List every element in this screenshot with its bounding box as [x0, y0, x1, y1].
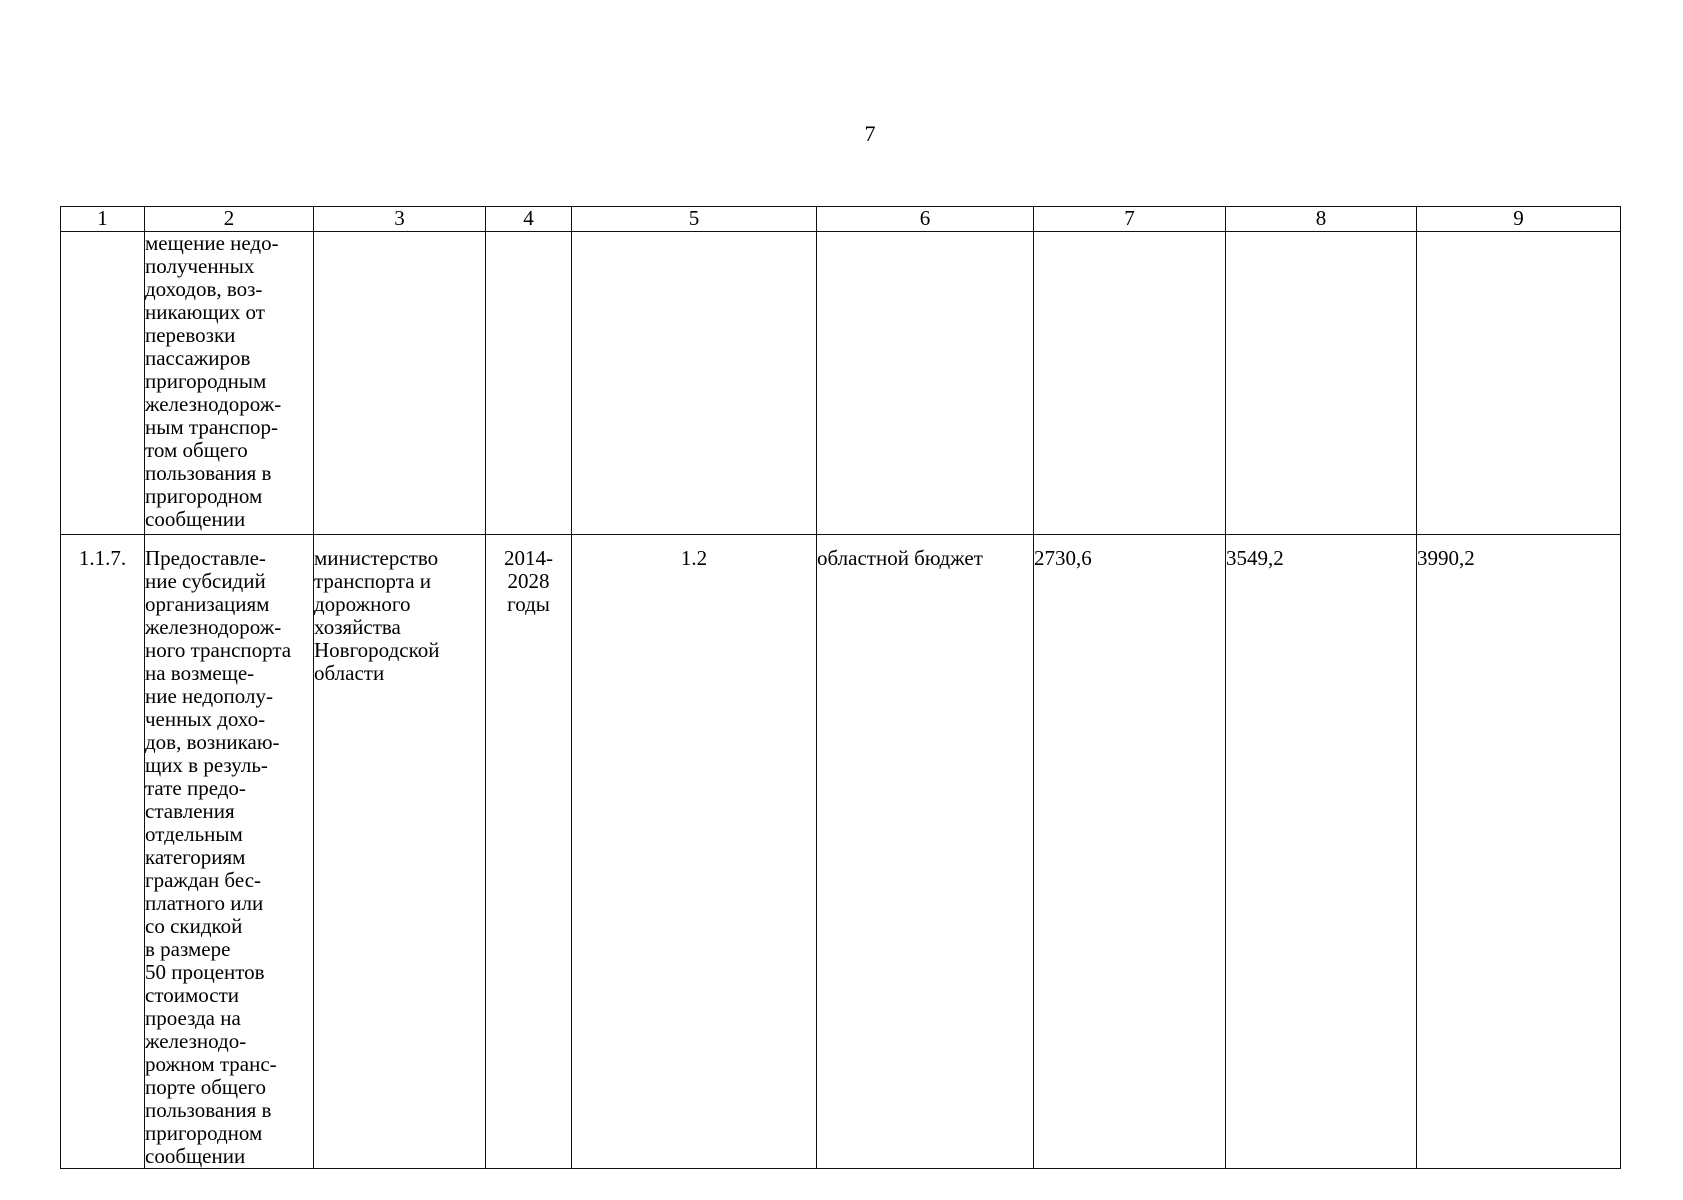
table-row [61, 232, 1621, 535]
column-number: 5 [572, 207, 817, 232]
table-row [61, 535, 1621, 1169]
column-number: 1 [61, 207, 145, 232]
target-indicator-cell [572, 232, 817, 535]
column-number: 9 [1417, 207, 1621, 232]
column-number: 6 [817, 207, 1034, 232]
activity-description-cell: Предоставле- ние субсидий организациям железнодорож- ного транспорта на возмеще- ние недополу- ченных дохо- дов, возникаю- щих в резуль- тате предо- ставления отдельным категориям граждан бес- платного или со скидкой в размере 50 процентов стоимости проезда на железнодо- рожном транс- порте общего пользования в пригородном сообщении [145, 535, 314, 1169]
amount-cell: 3990,2 [1417, 535, 1621, 1169]
item-number-cell [61, 232, 145, 535]
column-number: 2 [145, 207, 314, 232]
amount-cell: 2730,6 [1034, 535, 1226, 1169]
activity-description-cell: мещение недо- полученных доходов, воз- никающих от перевозки пассажиров пригородным железнодорож- ным транспор- том общего пользования в пригородном сообщении [145, 232, 314, 535]
target-indicator-cell: 1.2 [572, 535, 817, 1169]
column-number: 4 [486, 207, 572, 232]
column-number: 8 [1226, 207, 1417, 232]
column-number-row [61, 207, 1621, 232]
executor-cell [314, 232, 486, 535]
amount-cell [1417, 232, 1621, 535]
funding-source-cell: областной бюджет [817, 535, 1034, 1169]
period-cell: 2014- 2028 годы [486, 535, 572, 1169]
funding-source-cell [817, 232, 1034, 535]
column-number: 7 [1034, 207, 1226, 232]
period-cell [486, 232, 572, 535]
amount-cell [1034, 232, 1226, 535]
amount-cell: 3549,2 [1226, 535, 1417, 1169]
item-number-cell: 1.1.7. [61, 535, 145, 1169]
executor-cell: министерство транспорта и дорожного хозяйства Новгородской области [314, 535, 486, 1169]
page-number: 7 [864, 121, 876, 146]
column-number: 3 [314, 207, 486, 232]
amount-cell [1226, 232, 1417, 535]
program-table [60, 206, 1621, 1169]
